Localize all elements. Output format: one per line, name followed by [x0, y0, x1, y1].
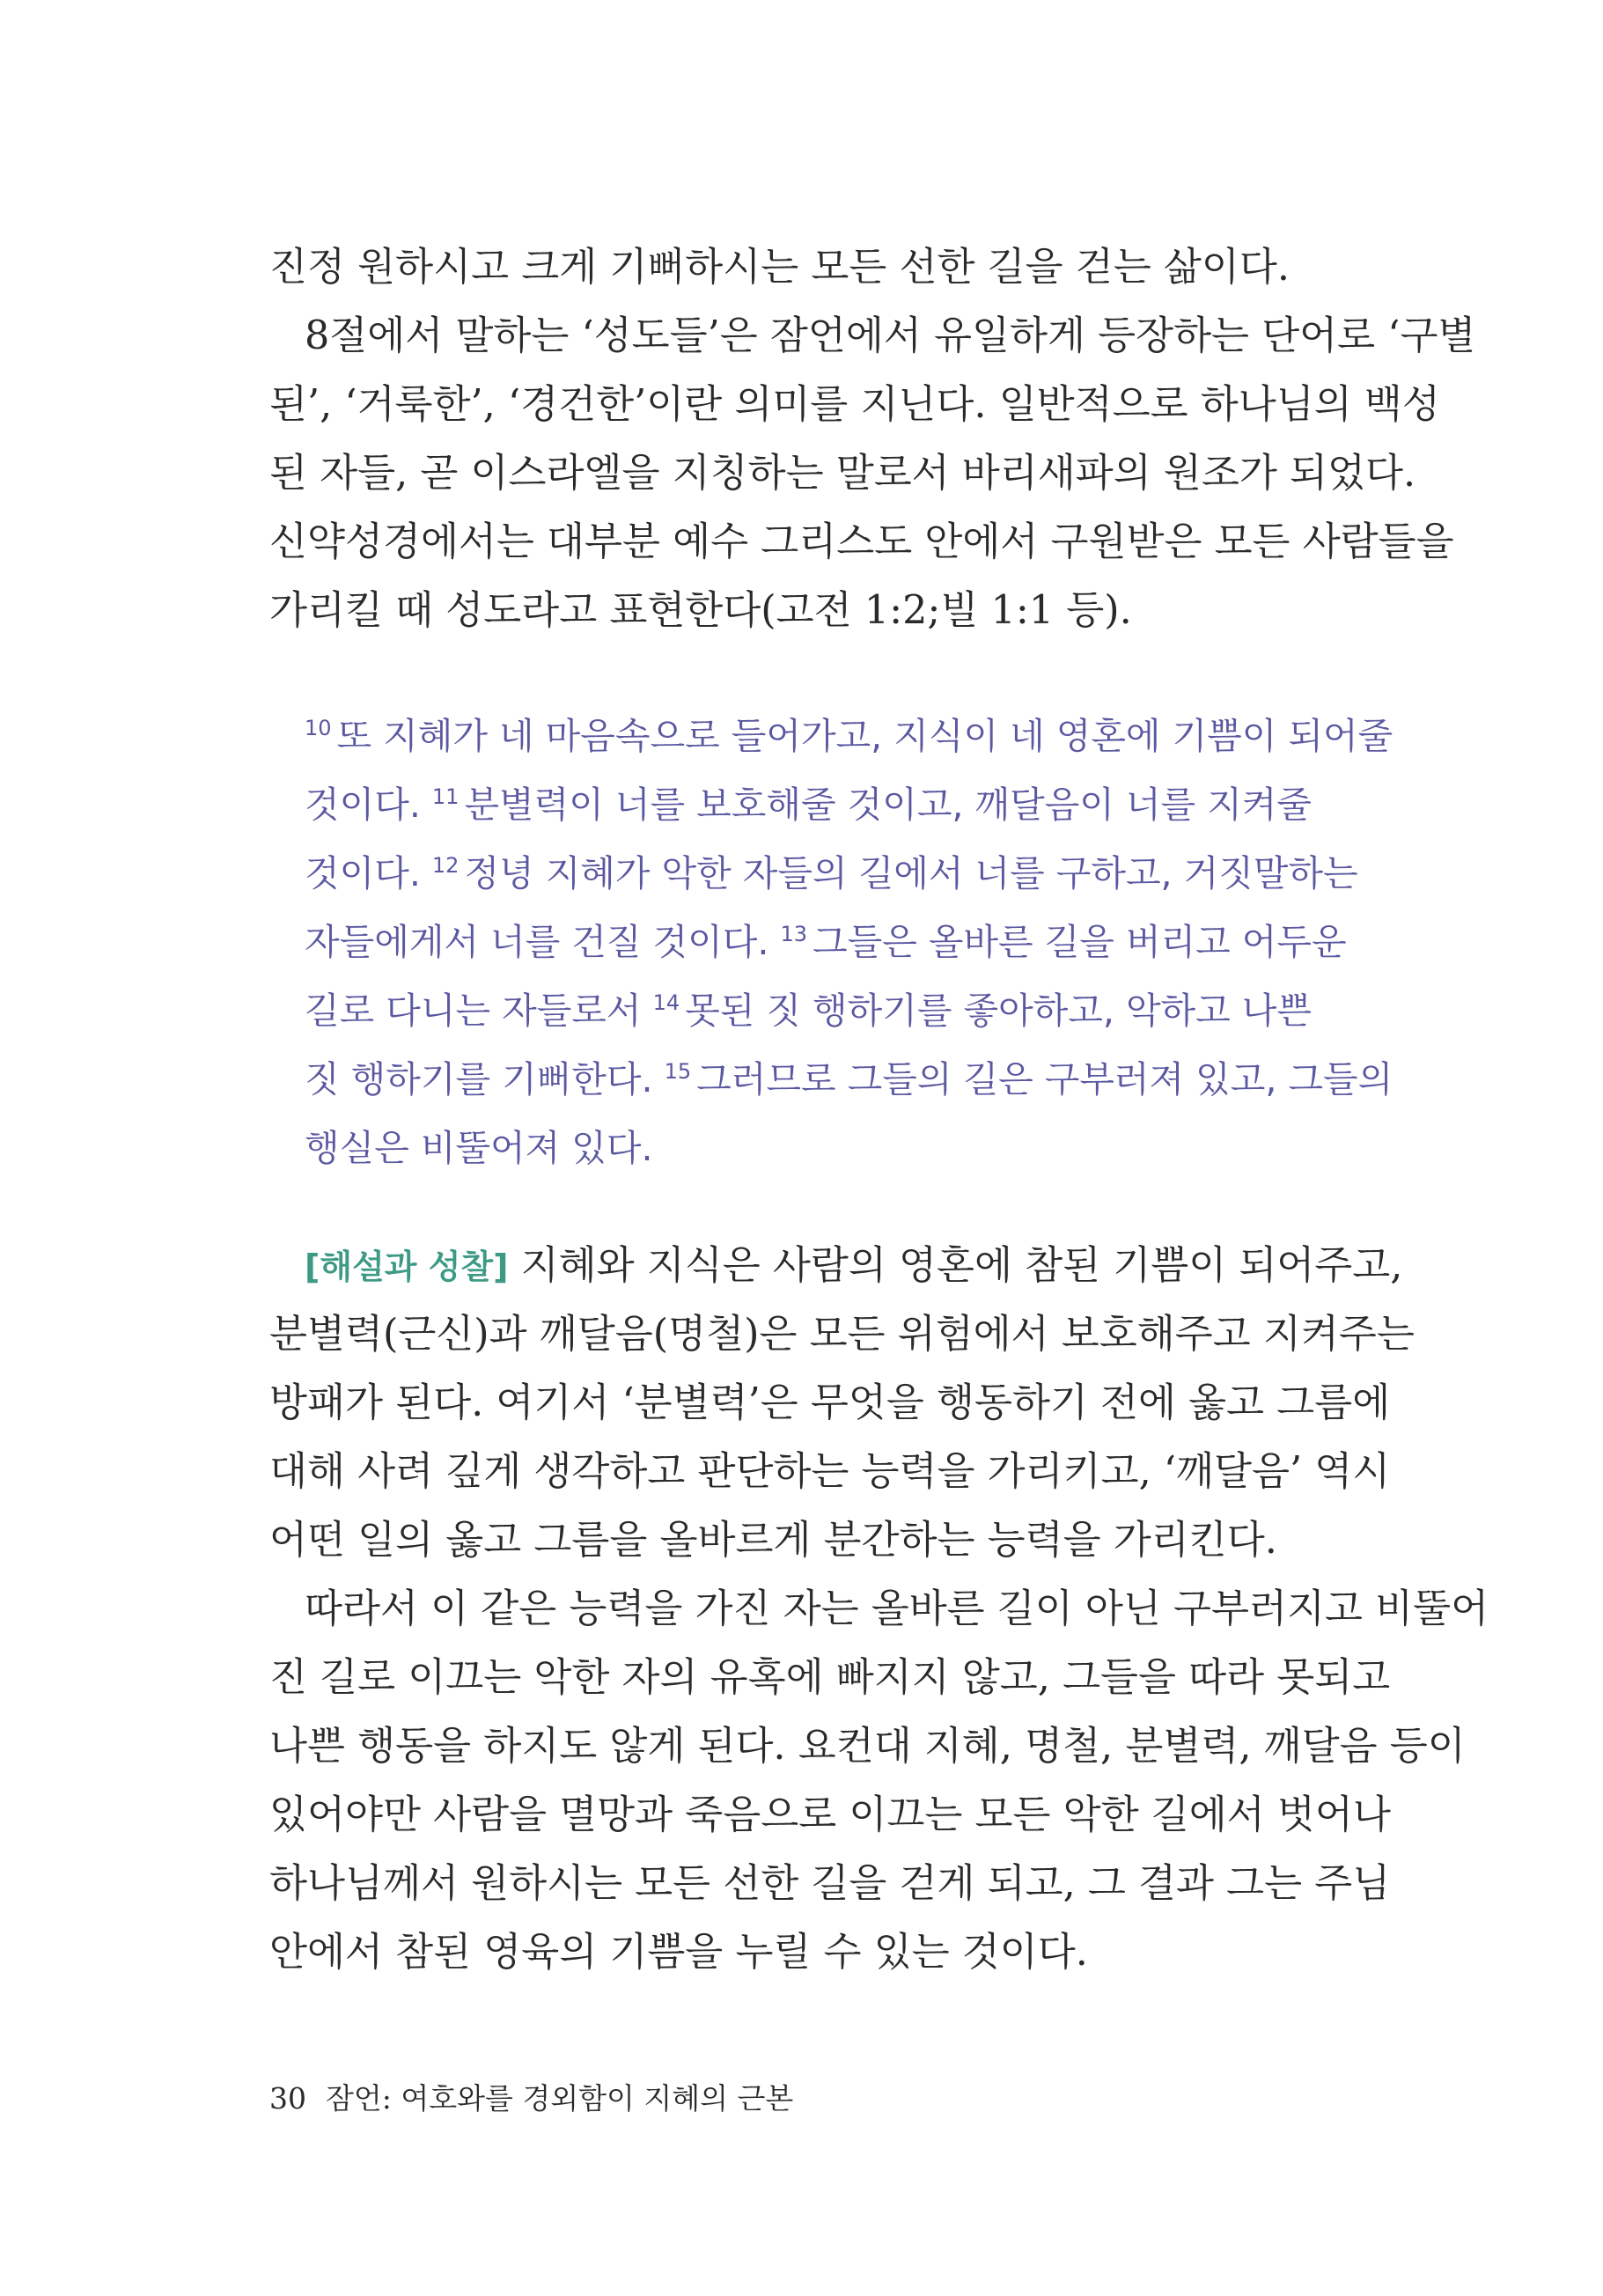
verse-number: 15: [664, 1059, 692, 1085]
commentary-label: [해설과 성찰]: [305, 1247, 509, 1286]
body-line: 8절에서 말하는 ‘성도들’은 잠언에서 유일하게 등장하는 단어로 ‘구별: [305, 313, 1476, 358]
body-line: 신약성경에서는 대부분 예수 그리스도 안에서 구원받은 모든 사람들을: [269, 519, 1454, 564]
scripture-text: 그들은 올바른 길을 버리고 어두운: [813, 921, 1347, 963]
body-line: 가리킬 때 성도라고 표현한다(고전 1:2;빌 1:1 등).: [269, 588, 1132, 633]
commentary-line: 대해 사려 깊게 생각하고 판단하는 능력을 가리키고, ‘깨달음’ 역시: [269, 1449, 1391, 1494]
commentary-text: 지혜와 지식은 사람의 영혼에 참된 기쁨이 되어주고,: [520, 1243, 1403, 1288]
scripture-line: [305, 847, 1358, 900]
verse-number: 14: [652, 990, 680, 1016]
body-line: 나쁜 행동을 하지도 않게 된다. 요컨대 지혜, 명철, 분별력, 깨달음 등이: [269, 1724, 1466, 1769]
verse-number: 12: [431, 853, 460, 879]
scripture-line: [305, 1122, 1266, 1174]
body-line: 있어야만 사람을 멸망과 죽음으로 이끄는 모든 악한 길에서 벗어나: [269, 1792, 1391, 1837]
scripture-text: 정녕 지혜가 악한 자들의 길에서 너를 구하고, 거짓말하는: [464, 852, 1358, 894]
scripture-text: 못된 짓 행하기를 좋아하고, 악하고 나쁜: [685, 990, 1313, 1032]
scripture-text: 분별력이 너를 보호해줄 것이고, 깨달음이 너를 지켜줄: [464, 784, 1313, 826]
scripture-line: [305, 984, 1313, 1037]
body-line: 하나님께서 원하시는 모든 선한 길을 걷게 되고, 그 결과 그는 주님: [269, 1861, 1391, 1906]
body-line: 된 자들, 곧 이스라엘을 지칭하는 말로서 바리새파의 원조가 되었다.: [269, 451, 1416, 496]
commentary-line: 분별력(근신)과 깨달음(명철)은 모든 위험에서 보호해주고 지켜주는: [269, 1312, 1415, 1357]
scripture-text: 행실은 비뚤어져 있다.: [305, 1127, 653, 1169]
scripture-text: 짓 행하기를 기뻐한다.: [305, 1058, 653, 1100]
scripture-line: [305, 1053, 1393, 1106]
scripture-line: [305, 710, 1393, 762]
scripture-text: 것이다.: [305, 852, 421, 894]
scripture-line: [305, 778, 1313, 831]
verse-number: 13: [780, 922, 807, 947]
commentary-line: [305, 1240, 1403, 1293]
verse-number: 10: [305, 716, 332, 741]
body-line: 진정 원하시고 크게 기뻐하시는 모든 선한 길을 걷는 삶이다.: [269, 245, 1290, 290]
scripture-text: 것이다.: [305, 784, 421, 826]
commentary-line: 어떤 일의 옳고 그름을 올바르게 분간하는 능력을 가리킨다.: [269, 1518, 1277, 1563]
page-footer: [269, 2079, 793, 2118]
scripture-text: 또 지혜가 네 마음속으로 들어가고, 지식이 네 영혼에 기쁨이 되어줄: [336, 715, 1393, 757]
verse-number: 11: [431, 784, 460, 810]
page-number: 30: [269, 2081, 306, 2116]
body-line: 진 길로 이끄는 악한 자의 유혹에 빠지지 않고, 그들을 따라 못되고: [269, 1655, 1391, 1700]
body-line: 안에서 참된 영육의 기쁨을 누릴 수 있는 것이다.: [269, 1930, 1088, 1975]
running-title: 잠언: 여호와를 경외함이 지혜의 근본: [326, 2081, 794, 2116]
scripture-line: [305, 916, 1347, 968]
scripture-text: 자들에게서 너를 건질 것이다.: [305, 921, 769, 963]
commentary-line: 방패가 된다. 여기서 ‘분별력’은 무엇을 행동하기 전에 옳고 그름에: [269, 1380, 1391, 1425]
scripture-text: 그러므로 그들의 길은 구부러져 있고, 그들의: [696, 1058, 1393, 1100]
body-line: 따라서 이 같은 능력을 가진 자는 올바른 길이 아닌 구부러지고 비뚤어: [305, 1586, 1489, 1631]
body-line: 된’, ‘거룩한’, ‘경건한’이란 의미를 지닌다. 일반적으로 하나님의 백성: [269, 382, 1440, 427]
scripture-text: 길로 다니는 자들로서: [305, 990, 642, 1032]
